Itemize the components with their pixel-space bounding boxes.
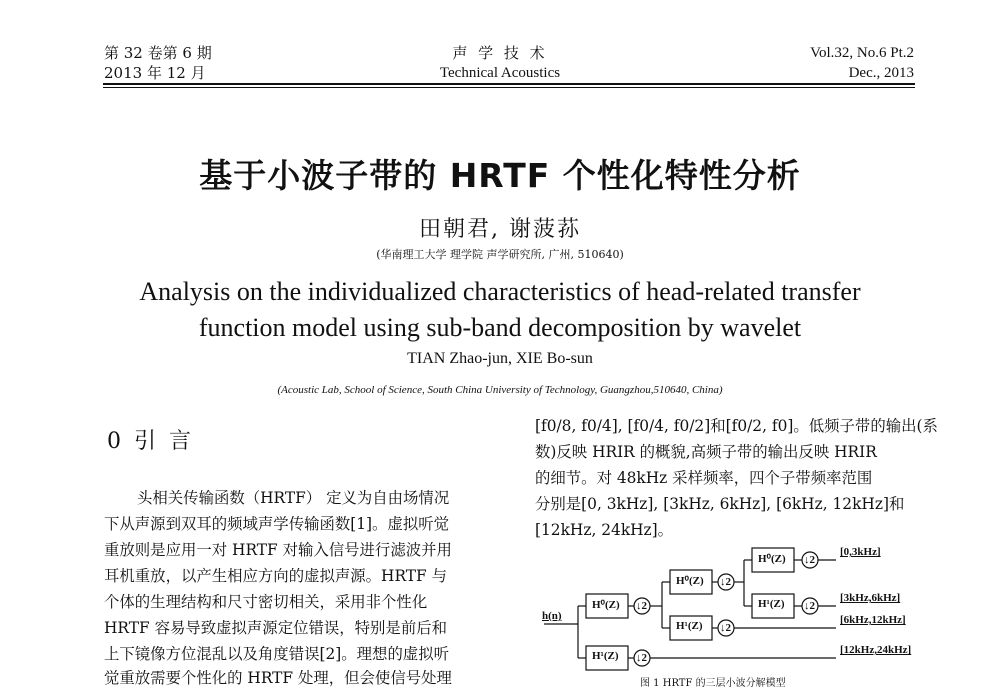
downsample-symbol: ↓2	[804, 600, 815, 612]
figure-caption: 图 1 HRTF 的三层小波分解模型	[640, 678, 786, 689]
downsample-symbol: ↓2	[636, 652, 647, 664]
wavelet-diagram	[530, 540, 930, 684]
text-line: [f0/8, f0/4], [f0/4, f0/2]和[f0/2, f0]。低频子带的输出(系	[535, 417, 938, 435]
journal-name-en: Technical Acoustics	[439, 65, 561, 81]
subband-output-4: [12kHz,24kHz]	[840, 644, 912, 656]
downsample-symbol: ↓2	[720, 576, 731, 588]
text-line: [12kHz, 24kHz]。	[535, 521, 674, 539]
text-line: 分别是[0, 3kHz], [3kHz, 6kHz], [6kHz, 12kHz]和	[535, 495, 905, 513]
paper-title-en	[60, 274, 940, 346]
text-line: 头相关传输函数（HRTF） 定义为自由场情况	[137, 489, 450, 507]
filter-h0-box: H⁰(Z)	[676, 575, 704, 587]
text-line: 上下镜像方位混乱以及角度错误[2]。理想的虚拟听	[104, 645, 450, 663]
filter-h1-box: H¹(Z)	[592, 650, 619, 662]
section-heading: 0 引 言	[107, 429, 194, 454]
text-line: 觉重放需要个性化的 HRTF 处理，但会使信号处理	[104, 669, 452, 687]
authors-en: TIAN Zhao-jun, XIE Bo-sun	[407, 350, 593, 367]
affiliation-cn: (华南理工大学 理学院 声学研究所, 广州, 510640)	[376, 248, 624, 261]
subband-output-3: [6kHz,12kHz]	[840, 614, 906, 626]
text-line: 重放则是应用一对 HRTF 对输入信号进行滤波并用	[104, 541, 452, 559]
downsample-symbol: ↓2	[720, 622, 731, 634]
text-line: 的细节。对 48kHz 采样频率，四个子带频率范围	[535, 469, 873, 487]
filter-h1-box: H¹(Z)	[676, 620, 703, 632]
downsample-symbol: ↓2	[804, 554, 815, 566]
journal-volume: 第 32 卷第 6 期	[104, 44, 212, 62]
affiliation-en: (Acoustic Lab, School of Science, South China University of Technology, Guangzhou,510640, China)	[277, 384, 723, 396]
journal-date: 2013 年 12 月	[104, 64, 206, 82]
downsample-symbol: ↓2	[636, 600, 647, 612]
subband-output-2: [3kHz,6kHz]	[840, 592, 901, 604]
filter-h0-box: H⁰(Z)	[758, 553, 786, 565]
text-line: 个体的生理结构和尺寸密切相关，采用非个性化	[104, 593, 428, 611]
journal-volume-en: Vol.32, No.6 Pt.2	[810, 45, 914, 61]
header-rule	[103, 83, 915, 85]
header-rule-thin	[103, 87, 915, 88]
text-line: 耳机重放，以产生相应方向的虚拟声源。HRTF 与	[104, 567, 447, 585]
filter-h0-box: H⁰(Z)	[592, 599, 620, 611]
input-label: h(n)	[542, 610, 562, 622]
paper-title-en-line2: function model using sub-band decomposition by wavelet	[198, 313, 802, 342]
authors-cn: 田朝君, 谢菠荪	[419, 217, 581, 242]
text-line: HRTF 容易导致虚拟声源定位错误，特别是前后和	[104, 619, 447, 637]
subband-output-1: [0,3kHz]	[840, 546, 881, 558]
journal-name-cn: 声 学 技 术	[452, 44, 548, 62]
text-line: 下从声源到双耳的频域声学传输函数[1]。虚拟听觉	[104, 515, 450, 533]
diagram-lines	[530, 540, 930, 684]
paper-title-en-line1: Analysis on the individualized characteristics of head-related transfer	[139, 277, 861, 306]
paper-title-cn: 基于小波子带的 HRTF 个性化特性分析	[199, 156, 801, 195]
text-line: 数)反映 HRIR 的概貌,高频子带的输出反映 HRIR	[535, 443, 877, 461]
filter-h1-box: H¹(Z)	[758, 598, 785, 610]
journal-date-en: Dec., 2013	[848, 65, 914, 81]
